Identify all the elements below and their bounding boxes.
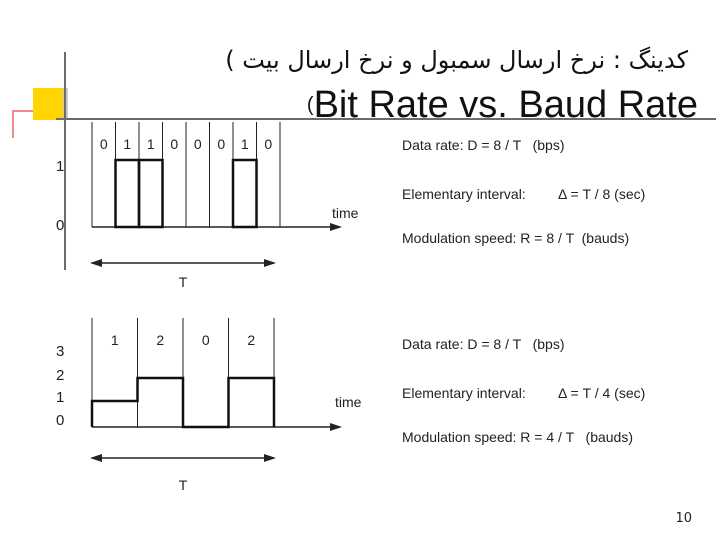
title-paren: (: [306, 94, 314, 116]
d1-bit-label: 1: [240, 136, 249, 152]
d1-bit-label: 1: [123, 136, 132, 152]
slide-title-persian: کدینگ : نرخ ارسال سمبول و نرخ ارسال بیت ): [225, 46, 688, 74]
d2-period-arrow-right: [264, 454, 276, 462]
title-english-text: Bit Rate vs. Baud Rate: [313, 84, 698, 126]
d2-period-arrow-left: [90, 454, 102, 462]
d2-time-label: time: [335, 394, 362, 410]
d2-signal: [92, 378, 274, 427]
level-label-2: 2: [56, 367, 65, 384]
d2-symbol-label: 0: [201, 332, 210, 348]
d2-symbol-label: 1: [110, 332, 119, 348]
d1-period-label: T: [178, 274, 188, 290]
d1-time-label: time: [332, 205, 359, 221]
d1-modulation-speed: Modulation speed: R = 8 / T (bauds): [402, 230, 630, 246]
d1-bit-label: 0: [170, 136, 179, 152]
d2-symbol-label: 2: [247, 332, 256, 348]
d2-period-label: T: [178, 477, 188, 493]
d1-pulse: [139, 160, 163, 227]
d1-period-arrow-left: [90, 259, 102, 267]
d1-pulse: [116, 160, 140, 227]
level-label-3: 3: [56, 343, 65, 360]
d2-symbol-label: 2: [156, 332, 165, 348]
d1-data-rate: Data rate: D = 8 / T (bps): [402, 137, 565, 153]
d1-bit-label: 0: [217, 136, 226, 152]
d1-bit-label: 0: [99, 136, 108, 152]
d1-period-arrow-right: [264, 259, 276, 267]
d1-elementary-label: Elementary interval:: [402, 186, 526, 202]
page-number: 10: [675, 511, 692, 526]
d1-bit-label: 0: [193, 136, 202, 152]
d1-bit-label: 1: [146, 136, 155, 152]
d2-modulation-speed: Modulation speed: R = 4 / T (bauds): [402, 429, 634, 445]
d2-elementary-label: Elementary interval:: [402, 385, 526, 401]
d1-bit-label: 0: [264, 136, 273, 152]
level-label-1b: 1: [56, 389, 65, 406]
d2-data-rate: Data rate: D = 8 / T (bps): [402, 336, 565, 352]
d1-pulse: [233, 160, 257, 227]
level-label-0b: 0: [56, 412, 65, 429]
d1-time-arrow: [330, 223, 342, 231]
level-label-1: 1: [56, 158, 65, 175]
d2-elementary-value: Δ = T / 4 (sec): [558, 385, 646, 401]
d2-time-arrow: [330, 423, 342, 431]
level-label-0: 0: [56, 217, 65, 234]
d1-elementary-value: Δ = T / 8 (sec): [558, 186, 646, 202]
